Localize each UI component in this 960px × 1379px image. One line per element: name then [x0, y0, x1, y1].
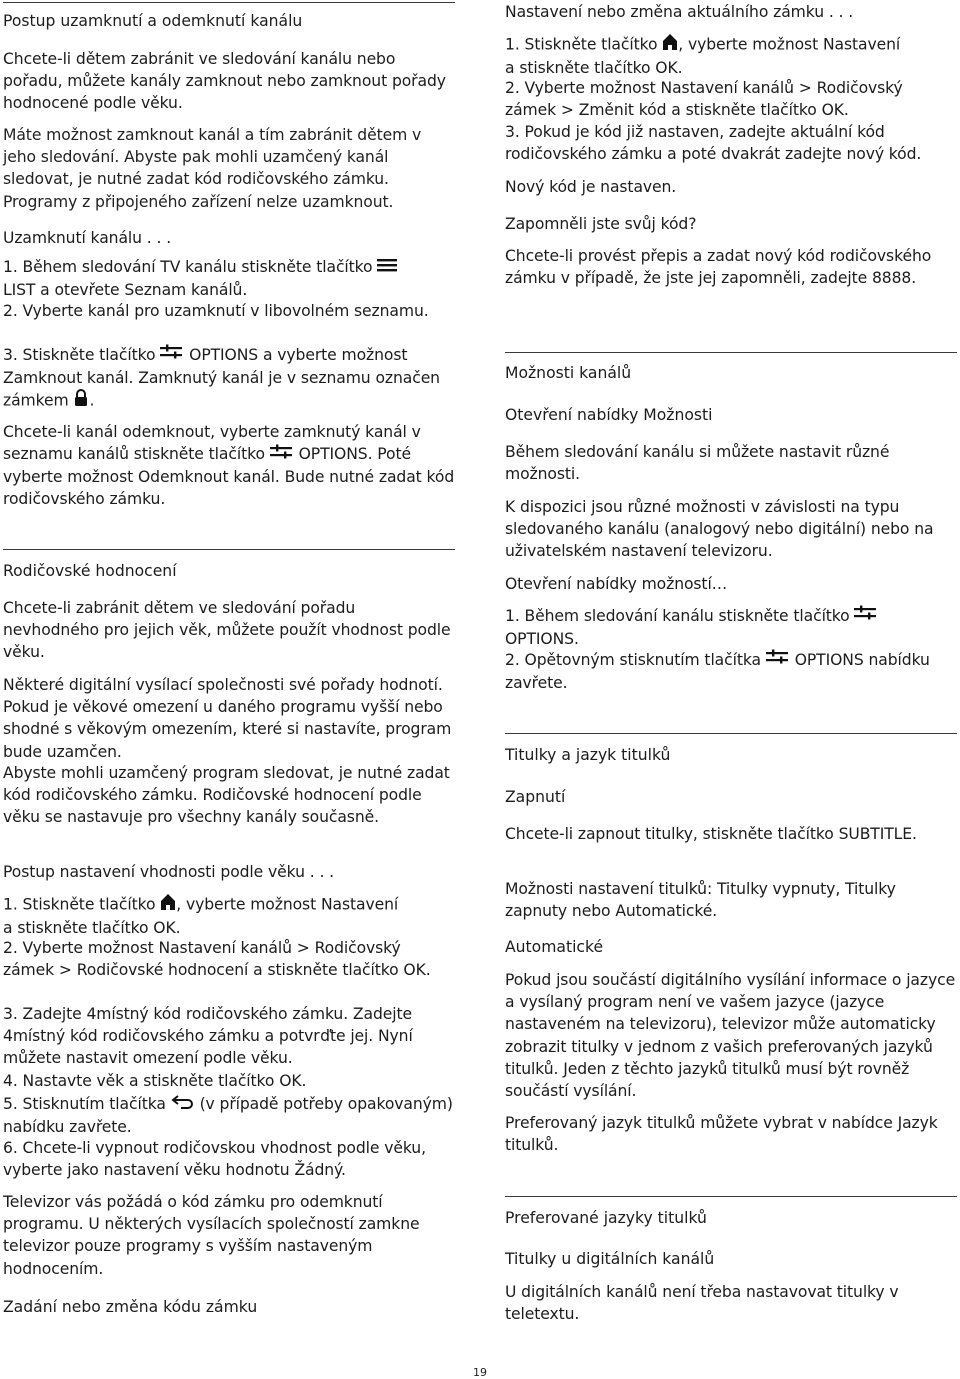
- paragraph: Pokud jsou součástí digitálního vysílání informace o jazyce a vysílaný program není ve vašem jazyce (jazyce nastaveném na televizoru), televizor může automaticky zobrazit titulky v jednom z vašich preferovaných jazyků titulků. Jeden z těchto jazyků titulků musí být rovněž součástí vysílání.: [505, 971, 956, 1101]
- heading-channel-options: Možnosti kanálů: [505, 364, 632, 382]
- options-icon: [270, 444, 294, 466]
- step-list: 1. Během sledování TV kanálu stiskněte tlačítko LIST a otevřete Seznam kanálů.: [3, 256, 455, 301]
- heading-digital-subtitles: Titulky u digitálních kanálů: [505, 1250, 715, 1268]
- paragraph: Chcete-li dětem zabránit ve sledování kanálu nebo pořadu, můžete kanály zamknout nebo zamknout pořady hodnocené podle věku.: [3, 50, 446, 113]
- heading-open-options: Otevření nabídky Možnosti: [505, 406, 713, 424]
- heading-subtitles: Titulky a jazyk titulků: [505, 746, 671, 764]
- paragraph: Během sledování kanálu si můžete nastavit různé možnosti.: [505, 443, 890, 484]
- heading-change-code: Zadání nebo změna kódu zámku: [3, 1298, 258, 1316]
- paragraph: U digitálních kanálů není třeba nastavovat titulky v teletextu.: [505, 1283, 899, 1324]
- step: 1. Stiskněte tlačítko , vyberte možnost Nastavení a stiskněte tlačítko OK.: [3, 893, 455, 939]
- home-icon: [662, 33, 678, 57]
- heading-parental-rating: Rodičovské hodnocení: [3, 562, 177, 580]
- step: 2. Vyberte možnost Nastavení kanálů > Rodičovský zámek > Změnit kód a stiskněte tlačítko OK.: [505, 79, 903, 120]
- paragraph: Chcete-li zabránit dětem ve sledování pořadu nevhodného pro jejich věk, můžete použít vhodnost podle věku.: [3, 599, 451, 662]
- lock-icon: [73, 389, 89, 413]
- options-icon: [766, 649, 790, 671]
- paragraph: K dispozici jsou různé možnosti v závislosti na typu sledovaného kanálu (analogový nebo digitální) nebo na uživatelském nastavení televizoru.: [505, 498, 934, 561]
- paragraph: Zapomněli jste svůj kód?: [505, 215, 697, 233]
- step: 2. Vyberte možnost Nastavení kanálů > Rodičovský zámek > Rodičovské hodnocení a stiskněte tlačítko OK.: [3, 939, 431, 980]
- list-icon: [377, 256, 399, 278]
- heading-channel-lock: Postup uzamknutí a odemknutí kanálu: [3, 12, 303, 30]
- step: 6. Chcete-li vypnout rodičovskou vhodnost podle věku, vyberte jako nastavení věku hodnotu Žádný.: [3, 1139, 426, 1180]
- paragraph: Máte možnost zamknout kanál a tím zabránit dětem v jeho sledování. Abyste pak mohli uzamčený kanál sledovat, je nutné zadat kód rodičovského zámku. Programy z připojeného zařízení nelze uzamknout.: [3, 126, 422, 211]
- heading-preferred-languages: Preferované jazyky titulků: [505, 1209, 707, 1227]
- home-icon: [160, 893, 176, 917]
- paragraph: Chcete-li provést přepis a zadat nový kód rodičovského zámku v případě, že jste jej zapomněli, zadejte 8888.: [505, 247, 932, 288]
- section-rule: [505, 1196, 957, 1197]
- paragraph: Postup nastavení vhodnosti podle věku . . .: [3, 863, 335, 881]
- paragraph: Nastavení nebo změna aktuálního zámku . . .: [505, 3, 854, 21]
- step: 3. Pokud je kód již nastaven, zadejte aktuální kód rodičovského zámku a poté dvakrát zadejte nový kód.: [505, 123, 922, 164]
- step: 2. Opětovným stisknutím tlačítka OPTIONS nabídku zavřete.: [505, 651, 930, 692]
- paragraph: Nový kód je nastaven.: [505, 178, 677, 196]
- step: 5. Stisknutím tlačítka (v případě potřeby opakovaným) nabídku zavřete.: [3, 1095, 453, 1136]
- page-number: 19: [473, 1366, 487, 1379]
- paragraph: Televizor vás požádá o kód zámku pro odemknutí programu. U některých vysílacích společností zamkne televizor pouze programy s vyšším nastaveným hodnocením.: [3, 1193, 420, 1278]
- section-rule: [3, 549, 455, 550]
- section-rule: [3, 2, 455, 3]
- paragraph: Otevření nabídky možností…: [505, 575, 728, 593]
- heading-enable: Zapnutí: [505, 788, 566, 806]
- section-rule: [505, 733, 957, 734]
- section-rule: [505, 352, 957, 353]
- step: 4. Nastavte věk a stiskněte tlačítko OK.: [3, 1072, 307, 1090]
- paragraph: Chcete-li zapnout titulky, stiskněte tlačítko SUBTITLE.: [505, 825, 917, 843]
- step: 1. Stiskněte tlačítko , vyberte možnost Nastavení a stiskněte tlačítko OK.: [505, 33, 957, 79]
- back-icon: [171, 1093, 195, 1115]
- paragraph: Abyste mohli uzamčený program sledovat, je nutné zadat kód rodičovského zámku. Rodičovské hodnocení podle věku se nastavuje pro všechny kanály současně.: [3, 764, 450, 827]
- options-icon: [854, 605, 878, 627]
- paragraph: Preferovaný jazyk titulků můžete vybrat v nabídce Jazyk titulků.: [505, 1114, 938, 1155]
- paragraph: Možnosti nastavení titulků: Titulky vypnuty, Titulky zapnuty nebo Automatické.: [505, 880, 896, 921]
- paragraph: Uzamknutí kanálu . . .: [3, 229, 172, 247]
- paragraph: Chcete-li kanál odemknout, vyberte zamknutý kanál v seznamu kanálů stiskněte tlačítko OPTIONS. Poté vyberte možnost Odemknout kanál. Bude nutné zadat kód rodičovského zámku.: [3, 423, 455, 508]
- step: 2. Vyberte kanál pro uzamknutí v libovolném seznamu.: [3, 302, 429, 320]
- paragraph: Některé digitální vysílací společnosti své pořady hodnotí. Pokud je věkové omezení u daného programu vyšší nebo shodné s věkovým omezením, které si nastavíte, program bude uzamčen.: [3, 676, 452, 761]
- step: 1. Během sledování kanálu stiskněte tlačítko OPTIONS.: [505, 605, 957, 650]
- step: 3. Stiskněte tlačítko OPTIONS a vyberte možnost Zamknout kanál. Zamknutý kanál je v seznamu označen zámkem .: [3, 344, 455, 413]
- heading-automatic: Automatické: [505, 938, 604, 956]
- step: 3. Zadejte 4místný kód rodičovského zámku. Zadejte 4místný kód rodičovského zámku a potvrďte jej. Nyní můžete nastavit omezení podle věku.: [3, 1005, 413, 1068]
- options-icon: [160, 344, 184, 366]
